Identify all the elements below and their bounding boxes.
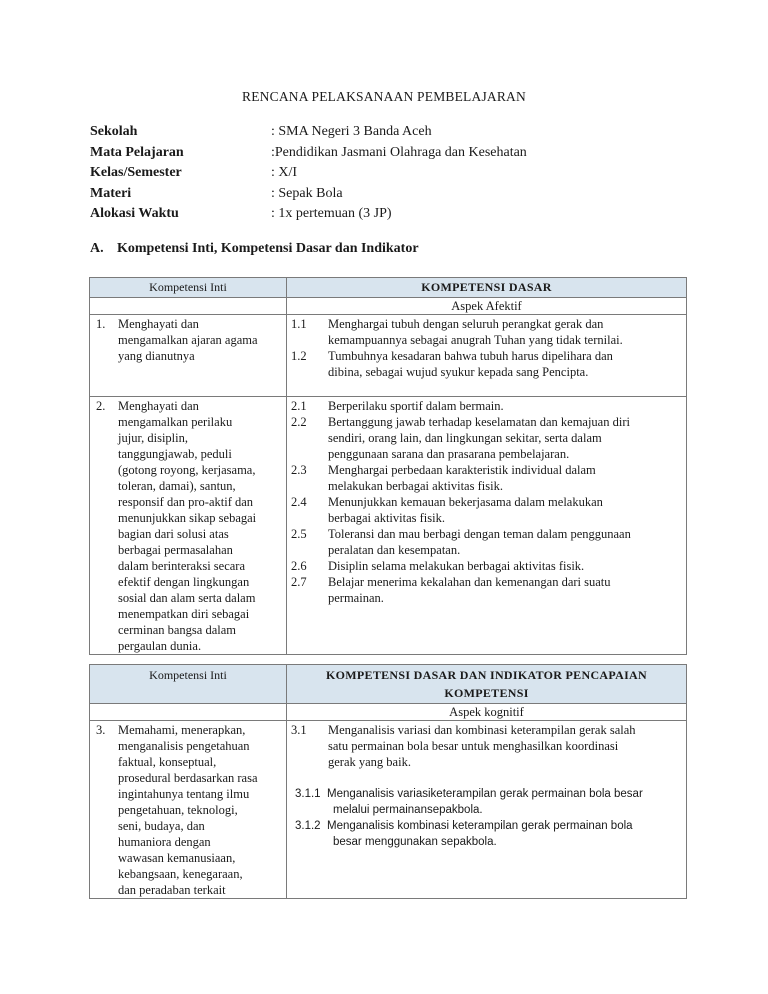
ki-number: 3. <box>96 723 106 737</box>
list-item: 1.1 Menghargai tubuh dengan seluruh perangkat gerak dan kemampuannya sebagai anugrah Tuhan yang tidak ternilai. <box>291 317 623 347</box>
section-heading <box>90 241 419 257</box>
indicator-item: 3.1.1 Menganalisis variasiketerampilan gerak permainan bola besar melalui permainansepakbola. <box>295 788 643 816</box>
info-label: Materi <box>90 185 132 201</box>
ki-number: 1. <box>96 317 106 331</box>
info-value: : 1x pertemuan (3 JP) <box>271 206 392 221</box>
table-row <box>90 397 687 655</box>
list-item: 1.2 Tumbuhnya kesadaran bahwa tubuh harus dipelihara dan dibina, sebagai wujud syukur kepada sang Pencipta. <box>291 349 613 379</box>
ki-text: Memahami, menerapkan, menganalisis pengetahuan faktual, konseptual, prosedural berdasarkan rasa ingintahunya tentang ilmu pengetahuan, teknologi, seni, budaya, dan humaniora dengan wawasan kemanusiaan, kebangsaan, kenegaraan, dan peradaban terkait <box>118 723 258 897</box>
aspect-empty-cell <box>90 704 287 721</box>
table-row <box>90 315 687 397</box>
kd-cell <box>287 315 687 397</box>
list-item: 2.7 Belajar menerima kekalahan dan kemenangan dari suatu permainan. <box>291 575 611 605</box>
list-item: 2.1 Berperilaku sportif dalam bermain. <box>291 399 504 413</box>
info-value: : Sepak Bola <box>271 185 343 201</box>
page-title: RENCANA PELAKSANAAN PEMBELAJARAN <box>242 89 526 104</box>
info-label: Sekolah <box>90 124 138 139</box>
ki-text: Menghayati dan mengamalkan perilaku jujur, disiplin, tanggungjawab, peduli (gotong royong, kerjasama, toleran, damai), santun, responsif dan pro-aktif dan menunjukkan sikap sebagai bagian dari solusi atas berbagai permasalahan dalam berinteraksi secara efektif dengan lingkungan sosial dan alam serta dalam menempatkan diri sebagai cerminan bangsa dalam pergaulan dunia. <box>118 399 257 653</box>
header-ki: Kompetensi Inti <box>90 278 287 298</box>
ki-text: Menghayati dan mengamalkan ajaran agama yang dianutnya <box>118 317 258 363</box>
info-label: Mata Pelajaran <box>90 144 184 160</box>
info-row-sekolah <box>90 122 527 143</box>
ki-cell <box>90 397 287 655</box>
list-item: 3.1 Menganalisis variasi dan kombinasi keterampilan gerak salah satu permainan bola besar untuk menghasilkan koordinasi gerak yang baik. <box>291 723 636 769</box>
info-value: : X/I <box>271 165 298 180</box>
info-block <box>90 122 527 225</box>
ki-cell <box>90 721 287 899</box>
section-letter: A. <box>90 241 104 256</box>
table-header-row <box>90 665 687 704</box>
aspect-empty-cell <box>90 298 287 315</box>
header-ki: Kompetensi Inti <box>90 665 287 704</box>
ki-number: 2. <box>96 399 106 413</box>
info-value: :Pendidikan Jasmani Olahraga dan Kesehatan <box>271 144 527 160</box>
info-row-materi <box>90 184 527 205</box>
aspect-label: Aspek Afektif <box>287 298 687 315</box>
competency-table-cognitive <box>89 664 687 899</box>
list-item: 2.3 Menghargai perbedaan karakteristik individual dalam melakukan berbagai aktivitas fisik. <box>291 463 596 493</box>
info-label: Alokasi Waktu <box>90 206 179 221</box>
list-item: 2.4 Menunjukkan kemauan bekerjasama dalam melakukan berbagai aktivitas fisik. <box>291 495 603 525</box>
indicator-item: 3.1.2 Menganalisis kombinasi keterampilan gerak permainan bola besar menggunakan sepakbola. <box>295 820 633 848</box>
list-item: 2.6 Disiplin selama melakukan berbagai aktivitas fisik. <box>291 559 585 573</box>
list-item: 2.2 Bertanggung jawab terhadap keselamatan dan kemajuan diri sendiri, orang lain, dan lingkungan sekitar, serta dalam penggunaan sarana dan prasarana pembelajaran. <box>291 415 630 461</box>
table-row <box>90 721 687 899</box>
info-row-kelas-semester <box>90 163 527 184</box>
kd-cell <box>287 721 687 899</box>
table-header-row <box>90 278 687 298</box>
aspect-row <box>90 298 687 315</box>
info-row-mata-pelajaran <box>90 143 527 164</box>
info-value: : SMA Negeri 3 Banda Aceh <box>271 124 432 139</box>
info-row-alokasi-waktu <box>90 204 527 225</box>
info-label: Kelas/Semester <box>90 165 182 180</box>
ki-cell <box>90 315 287 397</box>
kd-cell <box>287 397 687 655</box>
aspect-label: Aspek kognitif <box>287 704 687 721</box>
header-kd: KOMPETENSI DASAR DAN INDIKATOR PENCAPAIAN KOMPETENSI <box>287 665 687 704</box>
competency-table-affective <box>89 277 687 655</box>
aspect-row <box>90 704 687 721</box>
list-item: 2.5 Toleransi dan mau berbagi dengan teman dalam penggunaan peralatan dan kesempatan. <box>291 527 631 557</box>
header-kd: KOMPETENSI DASAR <box>287 278 687 298</box>
section-title: Kompetensi Inti, Kompetensi Dasar dan Indikator <box>117 241 419 256</box>
